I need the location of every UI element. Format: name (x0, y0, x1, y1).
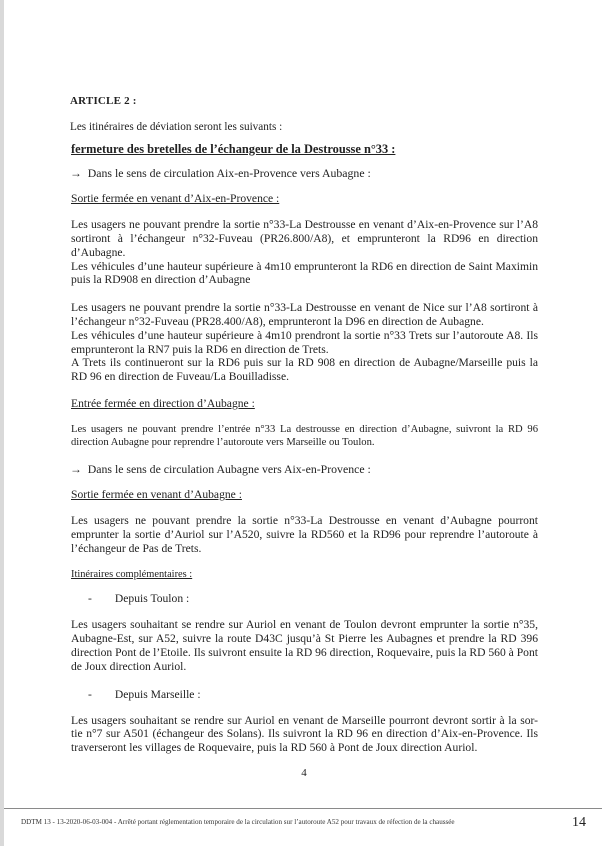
paragraph-line: Les usagers ne pouvant prendre la sortie n°33-La Destrousse en venant de Nice sur l’A8 sortiront à l’échangeur n°32-Fuveau (PR28.400/A8), emprunteront la D96 en direction de Aubagne. (71, 301, 538, 328)
bullet-from-toulon (88, 592, 538, 606)
paragraph-line: Les véhicules d’une hauteur supérieure à 4m10 prendront la sortie n°33 Trets sur l’autoroute A8. Ils emprunteront la RN7 puis la RD6 en direction de Trets. (71, 328, 538, 356)
paragraph-line: Les véhicules d’une hauteur supérieure à 4m10 emprunteront la RD6 en direction de Saint Maximin puis la RD908 en direction d’Aubagne (71, 259, 538, 287)
paragraph-line: Les usagers ne pouvant prendre la sortie n°33-La Destrousse en venant d’Aix-en-Provence sur l’A8 sortiront à l’échangeur n°32-Fuveau (PR26.800/A8), et emprunteront la RD96 en direction d’Aubagne. (71, 218, 538, 259)
bullet-dash: - (88, 592, 92, 606)
arrow-right-icon: → (70, 461, 82, 476)
paragraph-exit-from-aix (71, 218, 538, 287)
paragraph-line: A Trets ils continueront sur la RD6 puis sur la RD 908 en direction de Aubagne/Marseille puis la RD 96 en direction de Fuveau/La Bouilladisse. (71, 356, 538, 384)
footer-page-number: 14 (572, 814, 586, 830)
article-heading: ARTICLE 2 : (70, 95, 137, 107)
intro-text: Les itinéraires de déviation seront les suivants : (70, 120, 283, 133)
bullet-text: Depuis Toulon : (114, 592, 190, 606)
bullet-dash: - (88, 687, 92, 701)
arrow-right-icon: → (70, 166, 82, 181)
subhead-entry-to-aubagne: Entrée fermée en direction d’Aubagne : (71, 396, 255, 410)
subhead-complementary-routes: Itinéraires complémentaires : (71, 569, 193, 581)
footer-reference: DDTM 13 - 13-2020-06-03-004 - Arrêté portant réglementation temporaire de la circulation sur l’autoroute A52 pour travaux de réfection de la chaussée (21, 818, 455, 827)
direction-aubagne-to-aix (70, 462, 538, 476)
paragraph-entry-to-aubagne: Les usagers ne pouvant prendre l’entrée n°33 La destrousse en direction d’Aubagne, suivront la RD 96 direction Aubagne pour reprendre l’autoroute vers Marseille ou Toulon. (71, 423, 538, 448)
paragraph-from-marseille: Les usagers souhaitant se rendre sur Auriol en venant de Marseille pourront devront sortir à la sor-tie n°7 sur A501 (échangeur des Solans). Ils suivront la RD 96 en direction d’Aix-en-Provence. Ils traverseront les villages de Roquevaire, puis la RD 560 à Pont de Joux direction Auriol. (71, 713, 538, 755)
paragraph-exit-from-nice (71, 301, 538, 384)
viewer-left-edge (0, 0, 4, 846)
direction-text: Dans le sens de circulation Aubagne vers Aix-en-Provence : (87, 461, 371, 476)
bullet-from-marseille (88, 688, 538, 702)
paragraph-exit-from-aubagne: Les usagers ne pouvant prendre la sortie n°33-La Destrousse en venant d’Aubagne pourront emprunter la sortie d’Auriol sur l’A520, suivre la RD560 et la RD96 pour reprendre l’autoroute à l’échangeur de Pas de Trets. (71, 513, 538, 555)
inner-page-number: 4 (301, 766, 307, 779)
direction-aix-to-aubagne (70, 166, 538, 180)
paragraph-from-toulon: Les usagers souhaitant se rendre sur Auriol en venant de Toulon devront emprunter la sortie n°35, Aubagne-Est, sur A52, suivre la route D43C jusqu’à St Pierre les Aubagnes et prendre la RD 396 direction Pont de l’Etoile. Ils suivront ensuite la RD 96 direction, Roquevaire, puis la RD 560 à Pont de Joux direction Auriol. (71, 618, 538, 673)
bullet-text: Depuis Marseille : (114, 687, 201, 701)
subhead-exit-from-aubagne: Sortie fermée en venant d’Aubagne : (71, 487, 242, 501)
section-title: fermeture des bretelles de l’échangeur de la Destrousse n°33 : (71, 142, 396, 157)
footer (4, 808, 602, 837)
direction-text: Dans le sens de circulation Aix-en-Provence vers Aubagne : (87, 166, 371, 181)
subhead-exit-from-aix: Sortie fermée en venant d’Aix-en-Provence : (71, 192, 280, 206)
